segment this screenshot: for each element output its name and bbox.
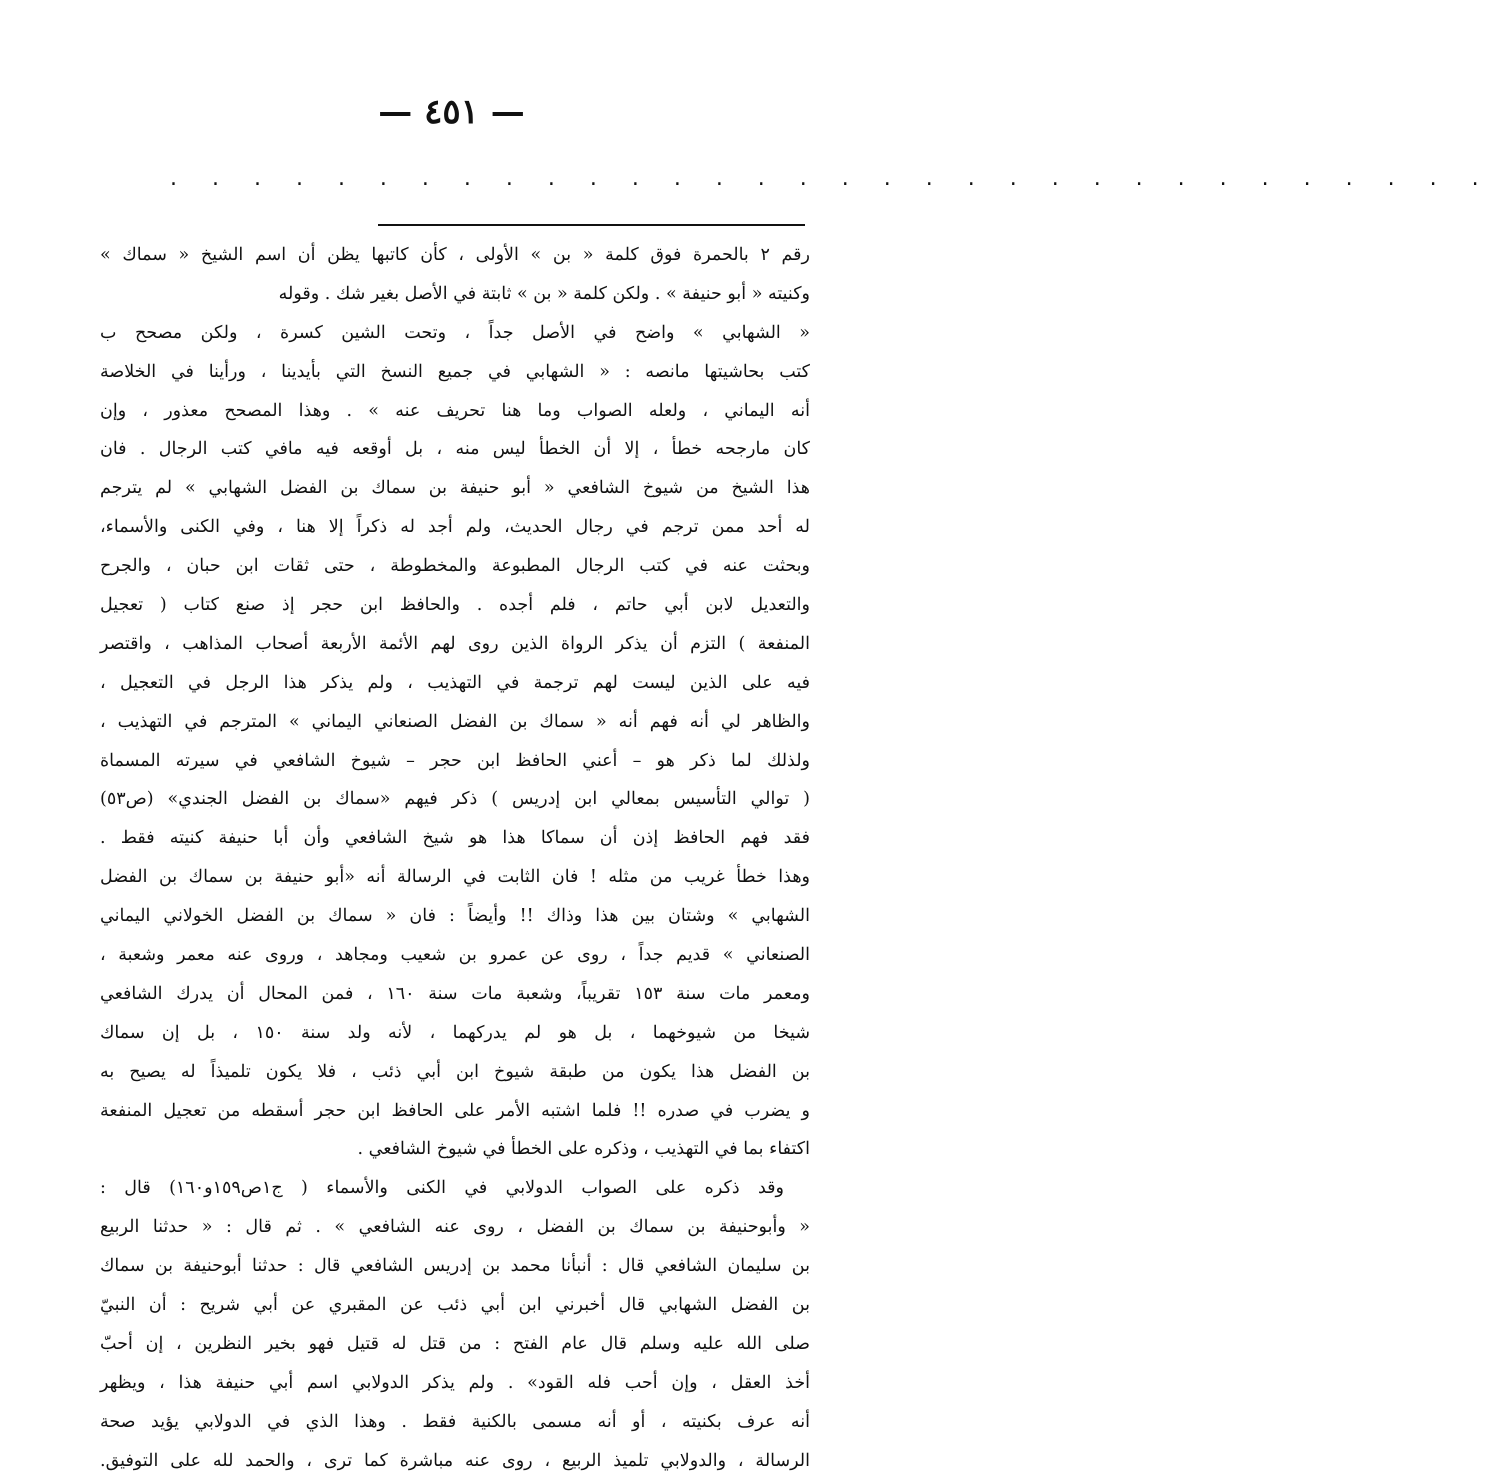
text-line: وهذا خطأ غريب من مثله ! فان الثابت في الرسالة أنه «أبو حنيفة بن سماك بن الفضل <box>100 867 810 888</box>
text-line: فيه على الذين ليست لهم ترجمة في التهذيب ، ولم يذكر هذا الرجل في التعجيل ، <box>100 672 810 693</box>
footnote-text <box>100 236 810 1481</box>
text-line: الرسالة ، والدولابي تلميذ الربيع ، روى عنه مباشرة كما ترى ، والحمد لله على التوفيق. <box>100 1450 810 1471</box>
footnote-rule <box>378 224 805 226</box>
separator-dots: . . . . . . . . . . . . . . . . . . . . . . . . . . . . . . . . <box>170 166 1493 191</box>
text-line: بن الفضل الشهابي قال أخبرني ابن أبي ذئب عن المقبري عن أبي شريح : أن النبيّ <box>100 1295 810 1316</box>
text-line: وكنيته « أبو حنيفة » . ولكن كلمة « بن » ثابتة في الأصل بغير شك . وقوله <box>278 283 810 304</box>
text-line: شيخا من شيوخهما ، بل هو لم يدركهما ، لأنه ولد سنة ١٥٠ ، بل إن سماك <box>100 1022 810 1043</box>
text-line: كان مارجحه خطأ ، إلا أن الخطأ ليس منه ، بل أوقعه فيه مافي كتب الرجال . فان <box>100 439 810 460</box>
text-line: رقم ٢ بالحمرة فوق كلمة « بن » الأولى ، كأن كاتبها يظن أن اسم الشيخ « سماك » <box>100 245 810 265</box>
text-line: فقد فهم الحافظ إذن أن سماكا هذا هو شيخ الشافعي وأن أبا حنيفة كنيته فقط . <box>100 828 810 849</box>
text-line: بن الفضل هذا يكون من طبقة شيوخ ابن أبي ذئب ، فلا يكون تلميذاً له يصيح به <box>100 1061 810 1082</box>
text-line: و يضرب في صدره !! فلما اشتبه الأمر على الحافظ ابن حجر أسقطه من تعجيل المنفعة <box>100 1100 810 1121</box>
text-line: كتب بحاشيتها مانصه : « الشهابي في جميع النسخ التي بأيدينا ، ورأينا في الخلاصة <box>100 361 810 382</box>
text-line: الصنعاني » قديم جداً ، روى عن عمرو بن شعيب ومجاهد ، وروى عنه معمر وشعبة ، <box>100 945 810 966</box>
text-line: أخذ العقل ، وإن أحب فله القود» . ولم يذكر الدولابي اسم أبي حنيفة هذا ، ويظهر <box>100 1372 810 1393</box>
text-line: « وأبوحنيفة بن سماك بن الفضل ، روى عنه الشافعي » . ثم قال : « حدثنا الربيع <box>100 1217 810 1238</box>
text-line: والظاهر لي أنه فهم أنه « سماك بن الفضل الصنعاني اليماني » المترجم في التهذيب ، <box>100 711 810 732</box>
text-line: اكتفاء بما في التهذيب ، وذكره على الخطأ في شيوخ الشافعي . <box>357 1139 810 1160</box>
text-line: الشهابي » وشتان بين هذا وذاك !! وأيضاً : فان « سماك بن الفضل الخولاني اليماني <box>100 906 810 927</box>
text-line: المنفعة ) التزم أن يذكر الرواة الذين روى لهم الأئمة الأربعة أصحاب المذاهب ، واقتصر <box>100 633 810 654</box>
page-number: — ٤٥١ — <box>378 92 525 132</box>
text-line: أنه عرف بكنيته ، أو أنه مسمى بالكنية فقط . وهذا الذي في الدولابي يؤيد صحة <box>100 1411 810 1432</box>
text-line: والتعديل لابن أبي حاتم ، فلم أجده . والحافظ ابن حجر إذ صنع كتاب ( تعجيل <box>100 595 810 616</box>
text-line: ( توالي التأسيس بمعالي ابن إدريس ) ذكر فيهم «سماك بن الفضل الجندي» (ص٥٣) <box>100 789 810 810</box>
text-line: ومعمر مات سنة ١٥٣ تقريباً، وشعبة مات سنة ١٦٠ ، فمن المحال أن يدرك الشافعي <box>100 983 810 1004</box>
text-line: ولذلك لما ذكر هو – أعني الحافظ ابن حجر – شيوخ الشافعي في سيرته المسماة <box>100 750 810 771</box>
text-line: وبحثت عنه في كتب الرجال المطبوعة والمخطوطة ، حتى ثقات ابن حبان ، والجرح <box>100 556 810 577</box>
text-line: أنه اليماني ، ولعله الصواب وما هنا تحريف عنه » . وهذا المصحح معذور ، وإن <box>100 400 810 421</box>
text-line: بن سليمان الشافعي قال : أنبأنا محمد بن إدريس الشافعي قال : حدثنا أبوحنيفة بن سماك <box>100 1256 810 1277</box>
text-line: له أحد ممن ترجم في رجال الحديث، ولم أجد له ذكراً إلا هنا ، وفي الكنى والأسماء، <box>100 517 810 538</box>
text-line: هذا الشيخ من شيوخ الشافعي « أبو حنيفة بن سماك بن الفضل الشهابي » لم يترجم <box>100 478 810 499</box>
text-line: « الشهابي » واضح في الأصل جداً ، وتحت الشين كسرة ، ولكن مصحح ب <box>100 322 810 343</box>
text-line: وقد ذكره على الصواب الدولابي في الكنى والأسماء ( ج١ص١٥٩و١٦٠) قال : <box>100 1178 784 1199</box>
text-line: صلى الله عليه وسلم قال عام الفتح : من قتل له قتيل فهو بخير النظرين ، إن أحبّ <box>100 1333 810 1354</box>
